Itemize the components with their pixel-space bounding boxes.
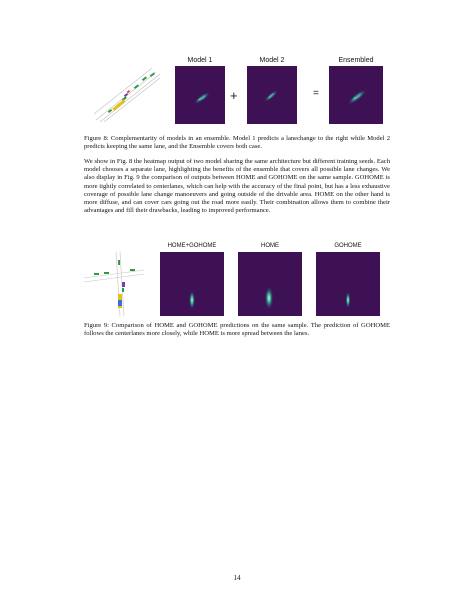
fig8-equals-operator: =	[313, 88, 319, 99]
fig8-heatmap-model2	[247, 66, 297, 124]
fig8-label-ensembled: Ensembled	[338, 57, 374, 64]
fig9-heatmap-gohome	[316, 252, 380, 316]
figure-9-caption: Figure 9: Comparison of HOME and GOHOME predictions on the same sample. The prediction of GOHOME follows the centerlanes more closely, while HOME is more spread between the lanes.	[84, 322, 390, 338]
fig8-heatmap-model1	[175, 66, 225, 124]
fig8-scene-map	[94, 64, 162, 124]
fig9-panel-home-gohome	[160, 243, 224, 316]
fig8-panel-model1	[175, 57, 225, 124]
fig8-panel-model2	[247, 57, 297, 124]
fig9-panel-home	[238, 243, 302, 316]
fig9-label-home-gohome: HOME+GOHOME	[167, 243, 217, 249]
fig8-label-model2: Model 2	[259, 57, 285, 64]
fig8-panel-ensembled	[329, 57, 383, 124]
fig9-panel-gohome	[316, 243, 380, 316]
fig8-heatmap-ensembled	[329, 66, 383, 124]
fig9-label-home: HOME	[261, 243, 279, 249]
figure-8	[94, 58, 394, 130]
figure-8-caption: Figure 8: Complementarity of models in an ensemble. Model 1 predicts a lanechange to the right while Model 2 predicts keeping the same lane, and the Ensemble covers both case.	[84, 135, 390, 151]
page-number: 14	[233, 574, 241, 582]
fig9-heatmap-home	[238, 252, 302, 316]
fig9-scene-map	[84, 252, 144, 316]
body-paragraph: We show in Fig. 8 the heatmap output of two model sharing the same architecture but different training seeds. Each model chooses a separate lane, highlighting the benefits of the ensemble that covers all possible lane changes. We also display in Fig. 9 the comparison of outputs between HOME and GOHOME on the same sample. GOHOME is more tightly correlated to centerlanes, which can help with the accuracy of the final point, but has a less exhaustive coverage of possible lane change manoeuvers and going outside of the drivable area. HOME on the other hand is more diffuse, and can cover cars going out the road more easily. Their combination allows them to combine their advantages and fill their drawbacks, leading to improved performance.	[84, 158, 390, 215]
fig8-plus-operator: +	[230, 88, 238, 103]
figure-9	[84, 240, 394, 320]
fig8-label-model1: Model 1	[187, 57, 213, 64]
fig9-label-gohome: GOHOME	[334, 243, 362, 249]
fig9-heatmap-home-gohome	[160, 252, 224, 316]
